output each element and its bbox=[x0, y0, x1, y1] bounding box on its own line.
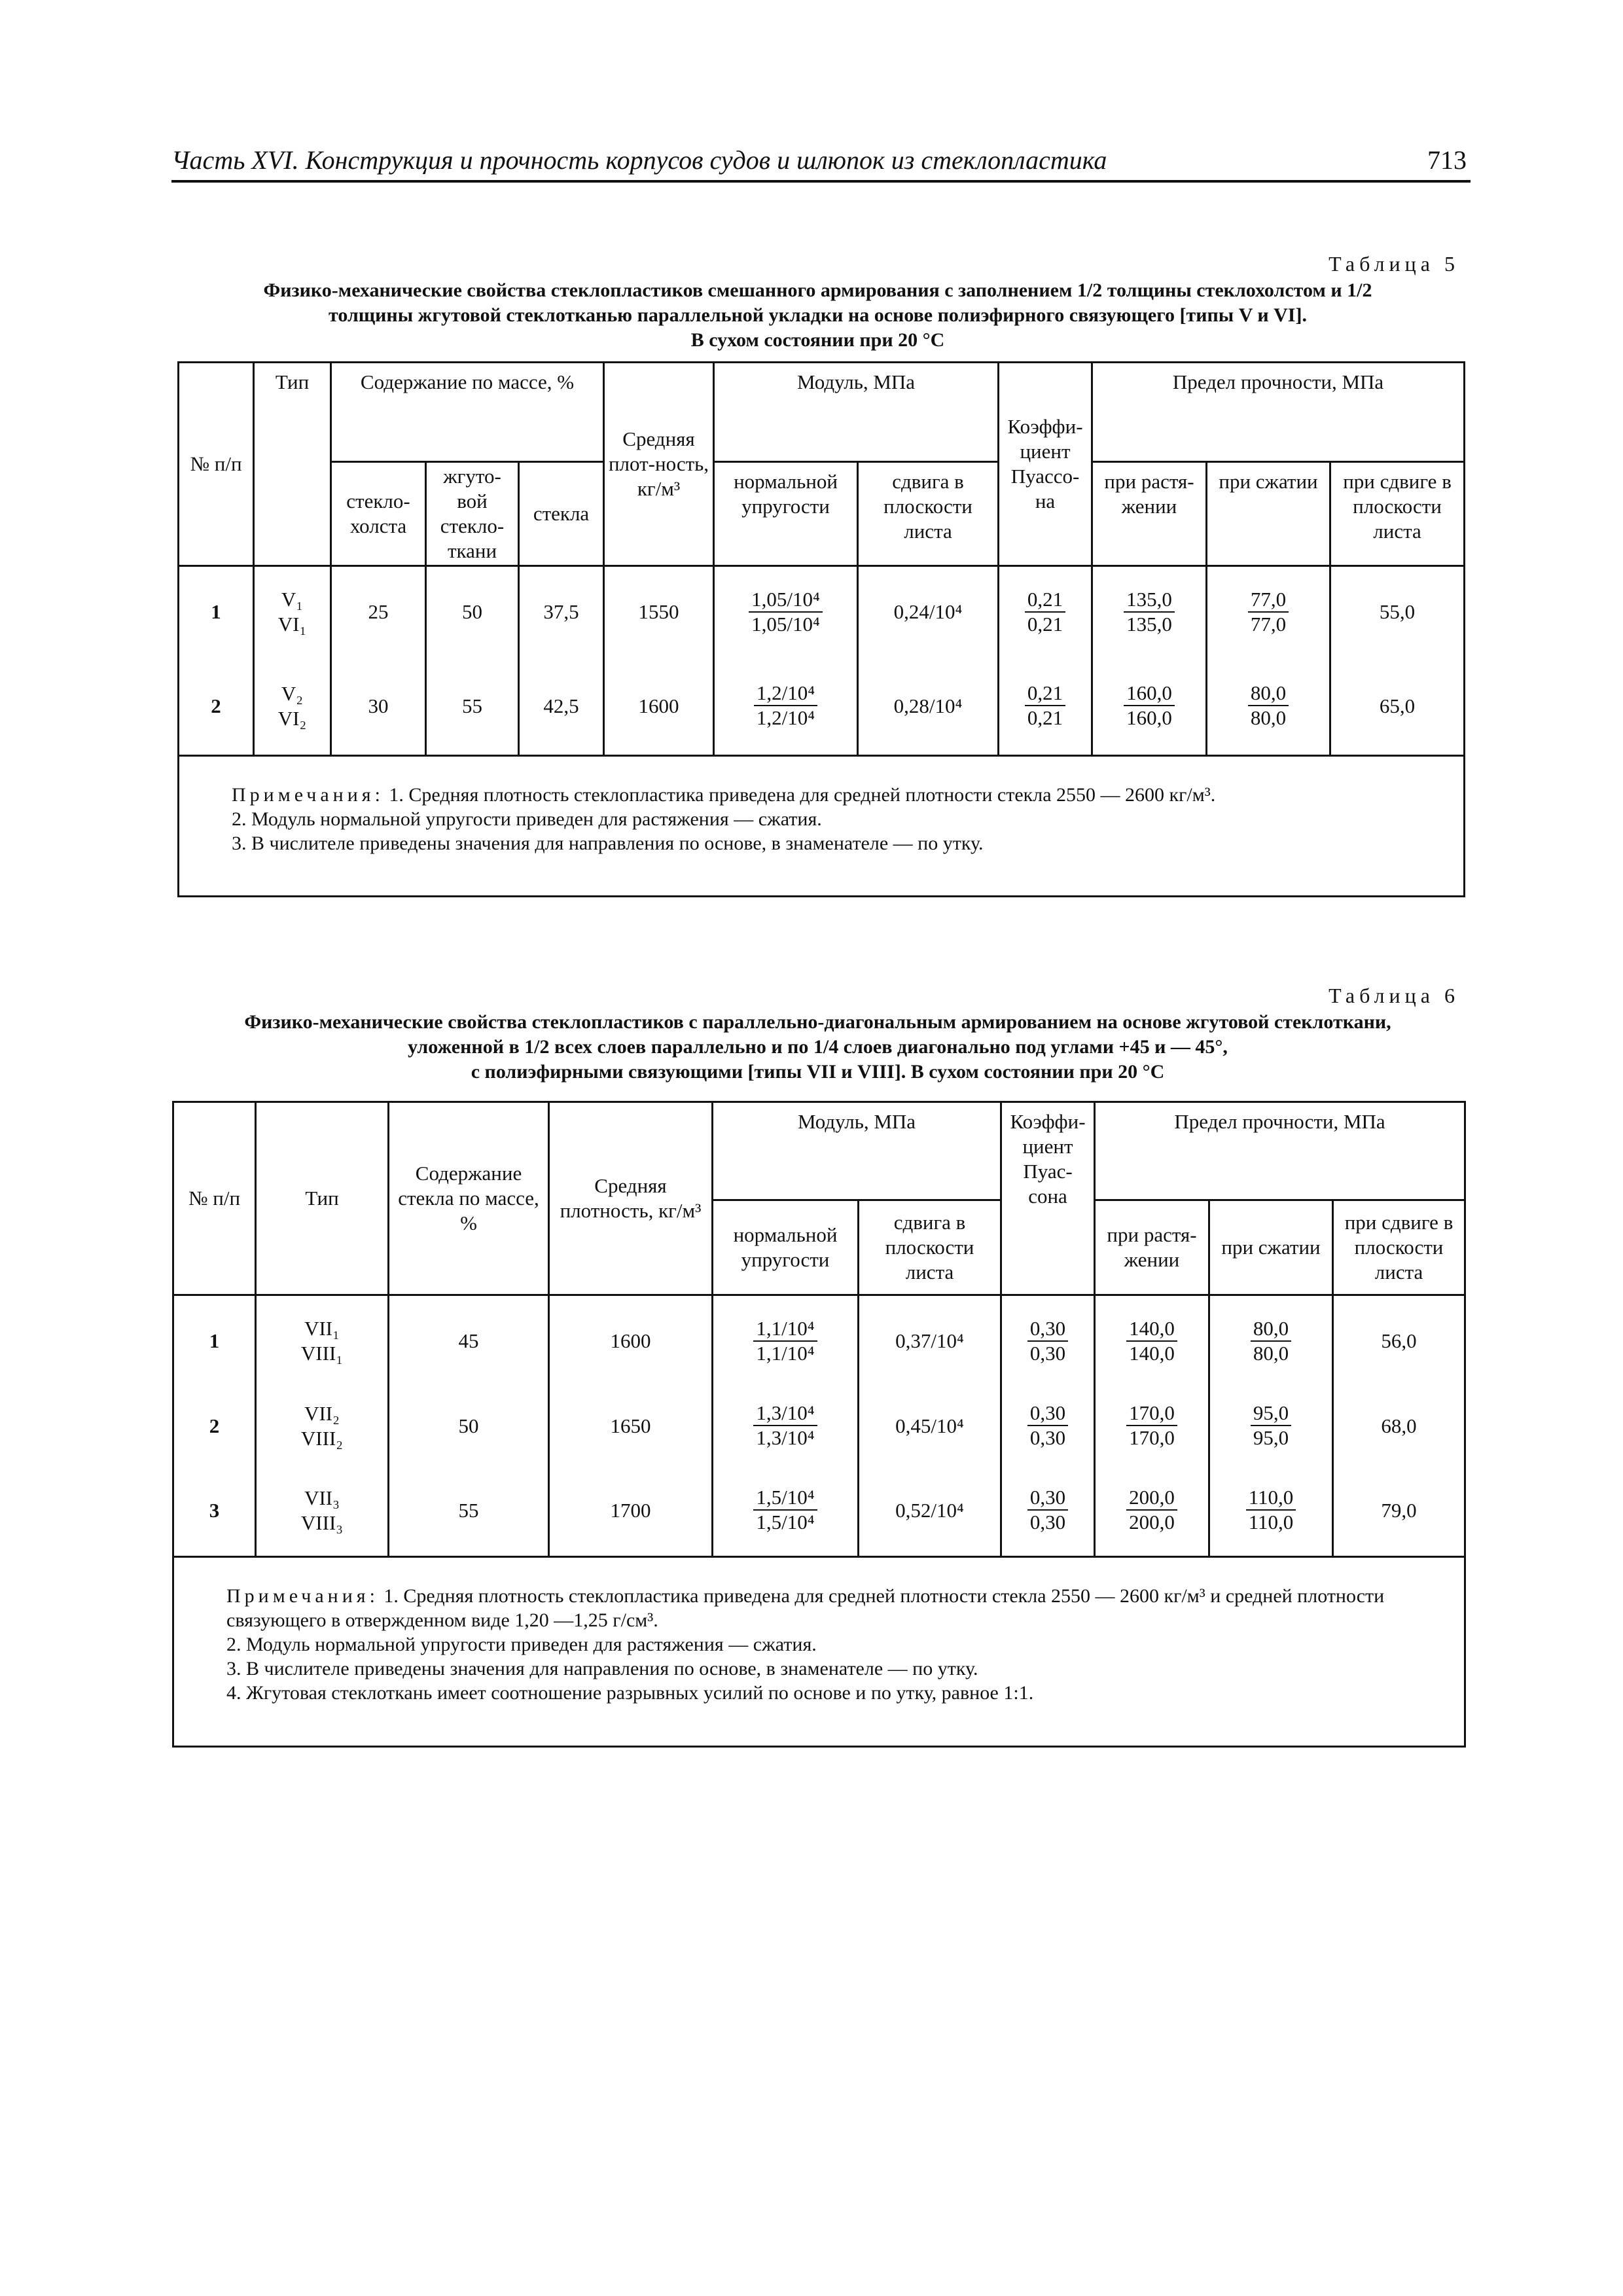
table5-title-line: толщины жгутовой стеклотканью параллельной укладки на основе полиэфирного связующего [типы V и VI]. bbox=[329, 304, 1307, 326]
col-modulus-header: Модуль, МПа bbox=[714, 363, 999, 462]
cell: 1600 bbox=[549, 1295, 713, 1387]
table5-title-line: Физико-механические свойства стеклопластиков смешанного армирования с заполнением 1/2 толщины стеклохолстом и 1/2 bbox=[263, 279, 1372, 301]
type-cell: VII₁ VIII₁ bbox=[300, 1317, 344, 1365]
note: 1. Средняя плотность стеклопластика приведена для средней плотности стекла 2550 — 2600 кг/м³ и средней плотности связующего в отвержденном виде 1,20 —1,25 г/см³. bbox=[226, 1585, 1385, 1631]
header-title: Часть XVI. Конструкция и прочность корпусов судов и шлюпок из стеклопластика bbox=[171, 145, 1107, 175]
table-row bbox=[179, 566, 1465, 658]
cell: 55 bbox=[426, 658, 519, 756]
cell: 79,0 bbox=[1333, 1465, 1465, 1557]
note: 4. Жгутовая стеклоткань имеет соотношение разрывных усилий по основе и по утку, равное 1:1. bbox=[226, 1682, 1034, 1704]
fraction: $\frac{0,21}{0,21}$ bbox=[1025, 681, 1065, 730]
sub-header: нормальной упругости bbox=[713, 1200, 859, 1295]
row-number: 1 bbox=[173, 1295, 256, 1387]
page-number: 713 bbox=[1427, 145, 1467, 175]
col-poisson-header: Коэффи-циент Пуас-сона bbox=[1001, 1102, 1095, 1295]
table6-label: Таблица 6 bbox=[1329, 984, 1459, 1007]
col-num-header: № п/п bbox=[179, 363, 254, 566]
sub-header: при сдвиге в плоскости листа bbox=[1333, 1200, 1465, 1295]
table6-title-line: с полиэфирными связующими [типы VII и VIII]. В сухом состоянии при 20 °C bbox=[471, 1061, 1165, 1083]
table5-title-line: В сухом состоянии при 20 °C bbox=[690, 329, 945, 351]
fraction: $\frac{80,0}{80,0}$ bbox=[1251, 1317, 1291, 1365]
cell: 1550 bbox=[604, 566, 714, 658]
notes-label: Примечания: bbox=[226, 1585, 379, 1607]
fraction: $\frac{135,0}{135,0}$ bbox=[1124, 588, 1175, 636]
cell: 1650 bbox=[549, 1387, 713, 1465]
fraction: $\frac{\text{1,1/10⁴}}{\text{1,1/10⁴}}$ bbox=[753, 1317, 817, 1365]
cell: 0,45/10⁴ bbox=[859, 1387, 1001, 1465]
type-cell: VII₃ VIII₃ bbox=[300, 1486, 344, 1534]
type-cell: V₂ VI₂ bbox=[277, 681, 307, 730]
sub-header: при сжатии bbox=[1209, 1200, 1333, 1295]
cell: 50 bbox=[389, 1387, 549, 1465]
fraction: $\frac{\text{1,2/10⁴}}{\text{1,2/10⁴}}$ bbox=[754, 681, 817, 730]
sub-header: стекла bbox=[519, 462, 604, 566]
type-cell: VII₂ VIII₂ bbox=[300, 1401, 344, 1450]
cell: 42,5 bbox=[519, 658, 604, 756]
col-type-header: Тип bbox=[256, 1102, 389, 1295]
table5-label: Таблица 5 bbox=[1329, 252, 1459, 276]
table5-notes bbox=[179, 756, 1465, 897]
fraction: $\frac{110,0}{110,0}$ bbox=[1246, 1486, 1296, 1534]
table-row bbox=[173, 1465, 1465, 1557]
fraction: $\frac{170,0}{170,0}$ bbox=[1126, 1401, 1177, 1450]
cell: 0,24/10⁴ bbox=[858, 566, 999, 658]
cell: 37,5 bbox=[519, 566, 604, 658]
table-row bbox=[173, 1387, 1465, 1465]
cell: 0,28/10⁴ bbox=[858, 658, 999, 756]
fraction: $\frac{\text{1,3/10⁴}}{\text{1,3/10⁴}}$ bbox=[753, 1401, 817, 1450]
note: 2. Модуль нормальной упругости приведен для растяжения — сжатия. bbox=[226, 1634, 817, 1655]
cell: 0,52/10⁴ bbox=[859, 1465, 1001, 1557]
notes-label: Примечания: bbox=[232, 784, 384, 806]
row-number: 2 bbox=[179, 658, 254, 756]
sub-header: сдвига в плоскости листа bbox=[858, 462, 999, 566]
table6-title-line: уложенной в 1/2 всех слоев параллельно и по 1/4 слоев диагонально под углами +45 и — 45°, bbox=[408, 1036, 1228, 1058]
fraction: $\frac{0,30}{0,30}$ bbox=[1027, 1401, 1068, 1450]
col-poisson-header: Коэффи-циент Пуассо-на bbox=[999, 363, 1092, 566]
col-num-header: № п/п bbox=[173, 1102, 256, 1295]
running-header bbox=[171, 141, 1471, 183]
fraction: $\frac{0,30}{0,30}$ bbox=[1027, 1317, 1068, 1365]
note: 3. В числителе приведены значения для направления по основе, в знаменателе — по утку. bbox=[232, 833, 984, 854]
note: 1. Средняя плотность стеклопластика приведена для средней плотности стекла 2550 — 2600 кг/м³. bbox=[389, 784, 1216, 806]
fraction: $\frac{140,0}{140,0}$ bbox=[1126, 1317, 1177, 1365]
cell: 1700 bbox=[549, 1465, 713, 1557]
fraction: $\frac{0,21}{0,21}$ bbox=[1025, 588, 1065, 636]
fraction: $\frac{200,0}{200,0}$ bbox=[1126, 1486, 1177, 1534]
col-type-header: Тип bbox=[254, 363, 331, 566]
cell: 1600 bbox=[604, 658, 714, 756]
cell: 65,0 bbox=[1330, 658, 1465, 756]
sub-header: сдвига в плоскости листа bbox=[859, 1200, 1001, 1295]
row-number: 1 bbox=[179, 566, 254, 658]
sub-header: при растя-жении bbox=[1092, 462, 1207, 566]
cell: 68,0 bbox=[1333, 1387, 1465, 1465]
col-strength-header: Предел прочности, МПа bbox=[1092, 363, 1465, 462]
sub-header: при сдвиге в плоскости листа bbox=[1330, 462, 1465, 566]
table6-title bbox=[171, 1010, 1464, 1085]
note: 2. Модуль нормальной упругости приведен для растяжения — сжатия. bbox=[232, 808, 822, 830]
cell: 56,0 bbox=[1333, 1295, 1465, 1387]
cell: 0,37/10⁴ bbox=[859, 1295, 1001, 1387]
cell: 55,0 bbox=[1330, 566, 1465, 658]
cell: 25 bbox=[331, 566, 426, 658]
col-modulus-header: Модуль, МПа bbox=[713, 1102, 1001, 1200]
fraction: $\frac{0,30}{0,30}$ bbox=[1027, 1486, 1068, 1534]
cell: 45 bbox=[389, 1295, 549, 1387]
table6-notes bbox=[173, 1557, 1465, 1747]
fraction: $\frac{80,0}{80,0}$ bbox=[1248, 681, 1289, 730]
sub-header: нормальной упругости bbox=[714, 462, 858, 566]
col-density-header: Средняя плот-ность, кг/м³ bbox=[604, 363, 714, 566]
table-row bbox=[179, 658, 1465, 756]
cell: 30 bbox=[331, 658, 426, 756]
table5-title bbox=[171, 278, 1464, 353]
note: 3. В числителе приведены значения для направления по основе, в знаменателе — по утку. bbox=[226, 1658, 978, 1679]
fraction: $\frac{77,0}{77,0}$ bbox=[1248, 588, 1289, 636]
type-cell: V₁ VI₁ bbox=[277, 588, 307, 636]
row-number: 3 bbox=[173, 1465, 256, 1557]
table6 bbox=[172, 1101, 1466, 1748]
fraction: $\frac{\text{1,5/10⁴}}{\text{1,5/10⁴}}$ bbox=[753, 1486, 817, 1534]
col-strength-header: Предел прочности, МПа bbox=[1095, 1102, 1465, 1200]
col-content-header: Содержание стекла по массе, % bbox=[389, 1102, 549, 1295]
fraction: $\frac{160,0}{160,0}$ bbox=[1124, 681, 1175, 730]
sub-header: стекло-холста bbox=[331, 462, 426, 566]
row-number: 2 bbox=[173, 1387, 256, 1465]
fraction: $\frac{\text{1,05/10⁴}}{\text{1,05/10⁴}}$ bbox=[749, 588, 823, 636]
cell: 55 bbox=[389, 1465, 549, 1557]
sub-header: при растя-жении bbox=[1095, 1200, 1209, 1295]
table6-title-line: Физико-механические свойства стеклопластиков с параллельно-диагональным армированием на основе жгутовой стеклоткани, bbox=[244, 1011, 1391, 1033]
sub-header: жгуто-вой стекло-ткани bbox=[426, 462, 519, 566]
table-row bbox=[173, 1295, 1465, 1387]
fraction: $\frac{95,0}{95,0}$ bbox=[1251, 1401, 1291, 1450]
col-content-header: Содержание по массе, % bbox=[331, 363, 604, 462]
sub-header: при сжатии bbox=[1207, 462, 1330, 566]
cell: 50 bbox=[426, 566, 519, 658]
table5 bbox=[177, 361, 1465, 897]
col-density-header: Средняя плотность, кг/м³ bbox=[549, 1102, 713, 1295]
